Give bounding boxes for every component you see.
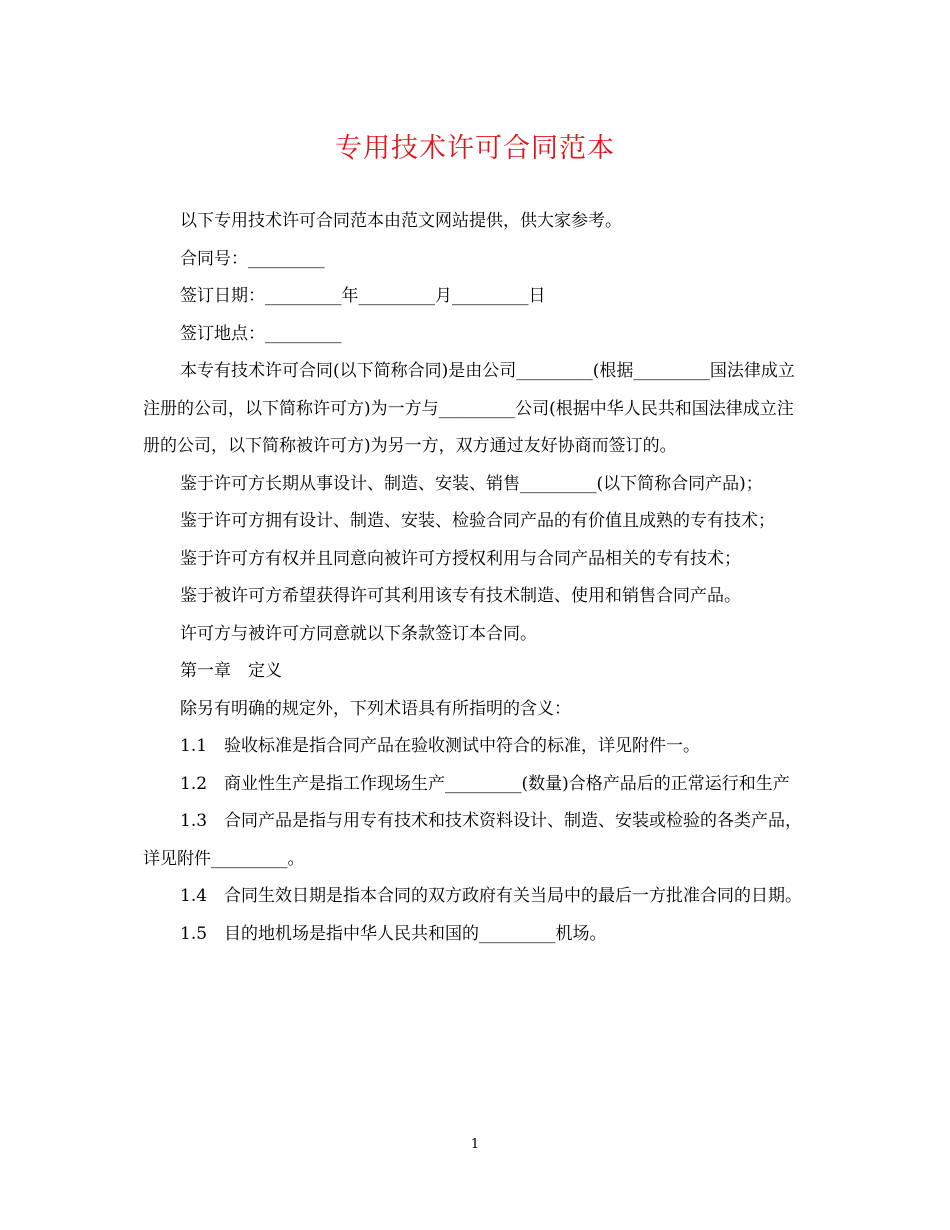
recital-paragraph: 鉴于被许可方希望获得许可其利用该专有技术制造、使用和销售合同产品。: [180, 586, 741, 606]
document-body: [143, 203, 808, 953]
clause-1-4: 1.4 合同生效日期是指本合同的双方政府有关当局中的最后一方批准合同的日期。: [180, 886, 803, 906]
parties-paragraph: 本专有技术许可合同(以下简称合同)是由公司_________(根据_________国法律成立注册的公司，以下简称许可方)为一方与_________公司(根据中华人民共和国法律成立注册的公司，以下简称被许可方)为另一方，双方通过友好协商而签订的。: [143, 361, 795, 456]
clause-1-3: 1.3 合同产品是指与用专有技术和技术资料设计、制造、安装或检验的各类产品，详见附件_________。: [143, 811, 803, 869]
page-number: 1: [470, 1137, 480, 1152]
clause-1-2: 1.2 商业性生产是指工作现场生产_________(数量)合格产品后的正常运行和生产: [180, 773, 790, 794]
signing-place-line: 签订地点：_________: [180, 323, 342, 344]
document-title: 专用技术许可合同范本: [335, 133, 615, 164]
recital-paragraph: 鉴于许可方有权并且同意向被许可方授权利用与合同产品相关的专有技术；: [180, 548, 741, 569]
recital-paragraph: 鉴于许可方长期从事设计、制造、安装、销售_________(以下简称合同产品)；: [180, 473, 763, 494]
agreement-paragraph: 许可方与被许可方同意就以下条款签订本合同。: [180, 623, 537, 644]
signing-date-line: 签订日期：_________年_________月_________日: [180, 286, 546, 306]
clause-1-5: 1.5 目的地机场是指中华人民共和国的_________机场。: [180, 923, 607, 944]
chapter-heading: 第一章 定义: [180, 661, 282, 681]
definitions-intro: 除另有明确的规定外，下列术语具有所指明的含义：: [180, 698, 571, 719]
contract-number-line: 合同号：_________: [180, 248, 325, 269]
intro-paragraph: 以下专用技术许可合同范本由范文网站提供，供大家参考。: [180, 211, 622, 231]
clause-1-1: 1.1 验收标准是指合同产品在验收测试中符合的标准，详见附件一。: [180, 736, 701, 756]
recital-paragraph: 鉴于许可方拥有设计、制造、安装、检验合同产品的有价值且成熟的专有技术；: [180, 511, 775, 531]
